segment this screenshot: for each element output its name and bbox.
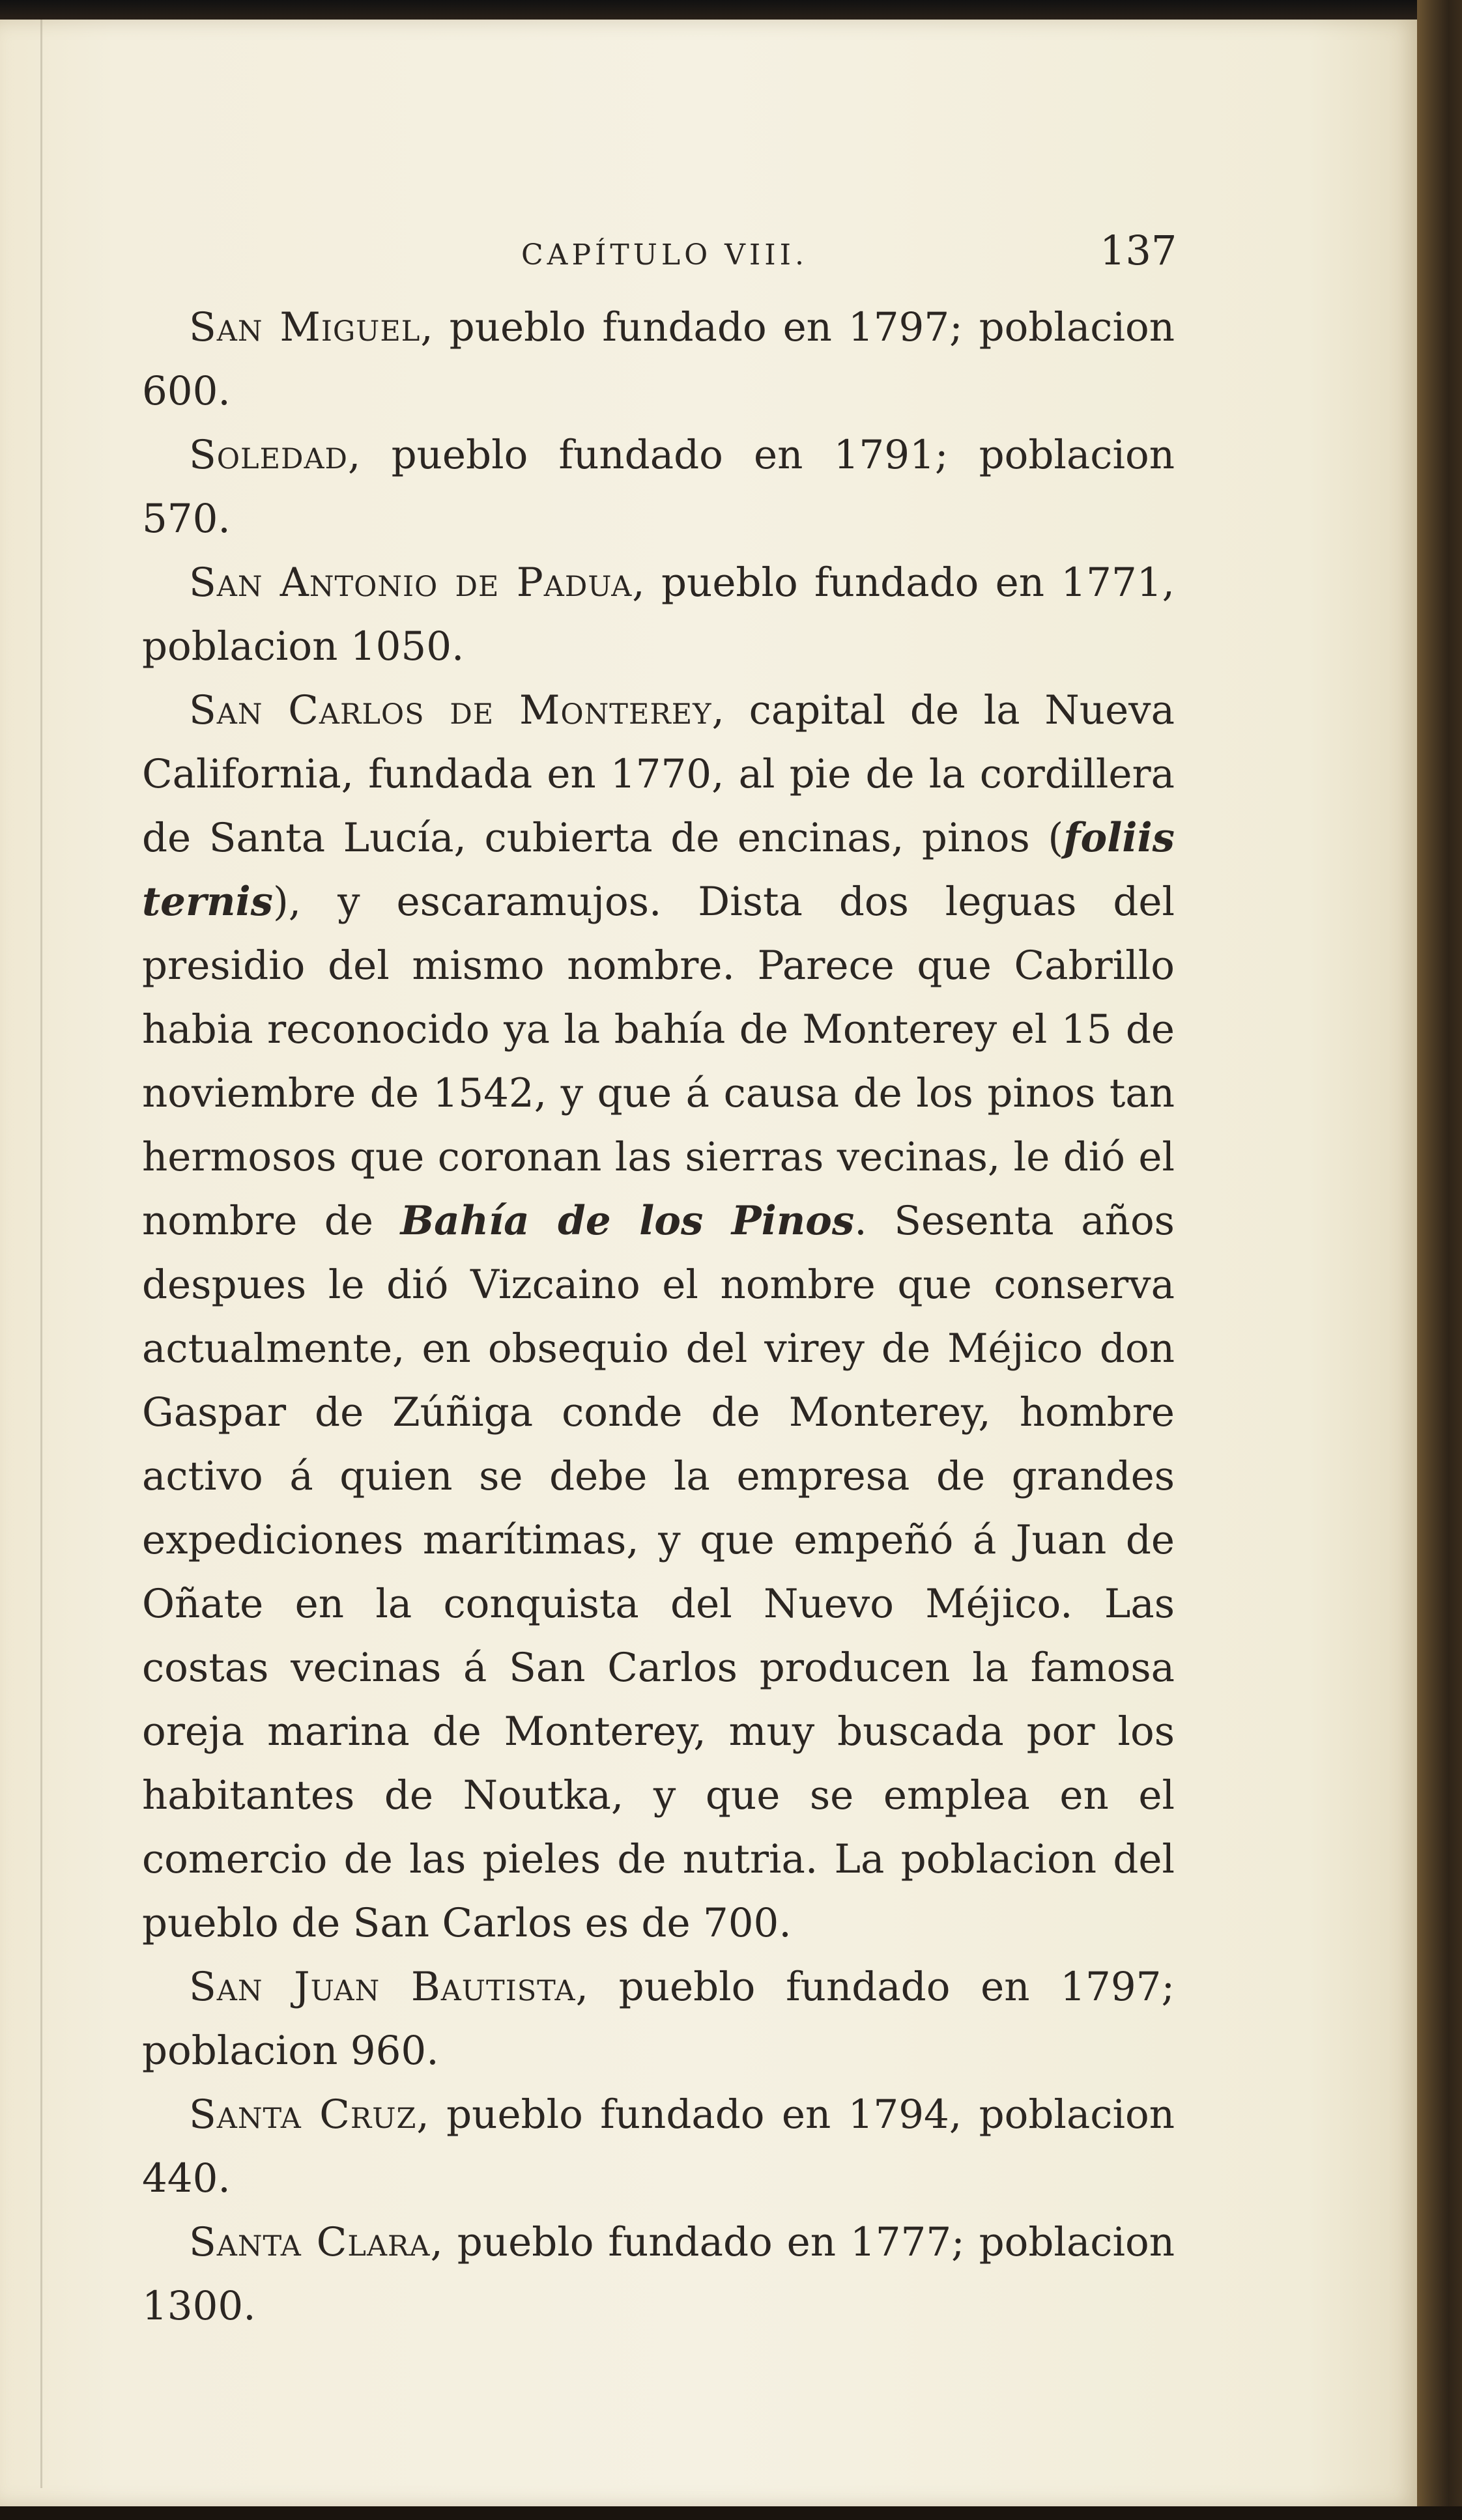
entry-san-juan-bautista	[142, 1955, 1175, 2083]
entry-name: Soledad	[189, 432, 348, 478]
entry-santa-cruz	[142, 2083, 1175, 2211]
italic-term: foliis ternis	[142, 815, 1175, 925]
page-gutter-edge	[40, 20, 42, 2488]
entry-name: Santa Clara	[189, 2219, 431, 2265]
running-head: CAPÍTULO VIII.	[521, 238, 809, 272]
top-shadow	[0, 0, 1462, 21]
entry-name: San Carlos de Monterey	[189, 687, 712, 733]
entry-san-antonio-de-padua	[142, 551, 1175, 679]
entry-name: San Juan Bautista	[189, 1964, 576, 2010]
entry-text: , pueblo fundado en 1797; poblacion 600.	[142, 304, 1175, 414]
body-text	[142, 296, 1175, 2338]
bottom-edge	[0, 2506, 1462, 2520]
entry-san-carlos-de-monterey	[142, 679, 1175, 1955]
entry-text: , capital de la Nueva California, fundada en 1770, al pie de la cordillera de Santa Lucía, cubierta de encinas, pinos (	[142, 687, 1175, 861]
book-spine	[1417, 0, 1462, 2520]
entry-name: San Miguel	[189, 304, 421, 350]
entry-name: San Antonio de Padua	[189, 559, 633, 606]
entry-text: ), y escaramujos. Dista dos leguas del presidio del mismo nombre. Parece que Cabrillo habia reconocido ya la bahía de Monterey el 15 de noviembre de 1542, y que á causa de los pinos tan hermosos que coronan las sierras vecinas, le dió el nombre de	[142, 879, 1175, 1244]
entry-text: , pueblo fundado en 1791; poblacion 570.	[142, 432, 1175, 542]
entry-text: , pueblo fundado en 1771, poblacion 1050.	[142, 559, 1175, 670]
entry-text: , pueblo fundado en 1777; poblacion 1300.	[142, 2219, 1175, 2329]
italic-term: Bahía de los Pinos	[400, 1198, 855, 1244]
page-header	[0, 227, 1422, 279]
entry-san-miguel	[142, 296, 1175, 423]
entry-text: . Sesenta años despues le dió Vizcaino el nombre que conserva actualmente, en obsequio del virey de Méjico don Gaspar de Zúñiga conde de Monterey, hombre activo á quien se debe la empresa de grandes expediciones marítimas, y que empeñó á Juan de Oñate en la conquista del Nuevo Méjico. Las costas vecinas á San Carlos producen la famosa oreja marina de Monterey, muy buscada por los habitantes de Noutka, y que se emplea en el comercio de las pieles de nutria. La poblacion del pueblo de San Carlos es de 700.	[142, 1198, 1175, 1946]
entry-text: , pueblo fundado en 1797; poblacion 960.	[142, 1964, 1175, 2074]
entry-santa-clara	[142, 2211, 1175, 2338]
entry-soledad	[142, 423, 1175, 551]
entry-name: Santa Cruz	[189, 2091, 417, 2138]
page-number: 137	[1100, 227, 1177, 274]
entry-text: , pueblo fundado en 1794, poblacion 440.	[142, 2091, 1175, 2201]
